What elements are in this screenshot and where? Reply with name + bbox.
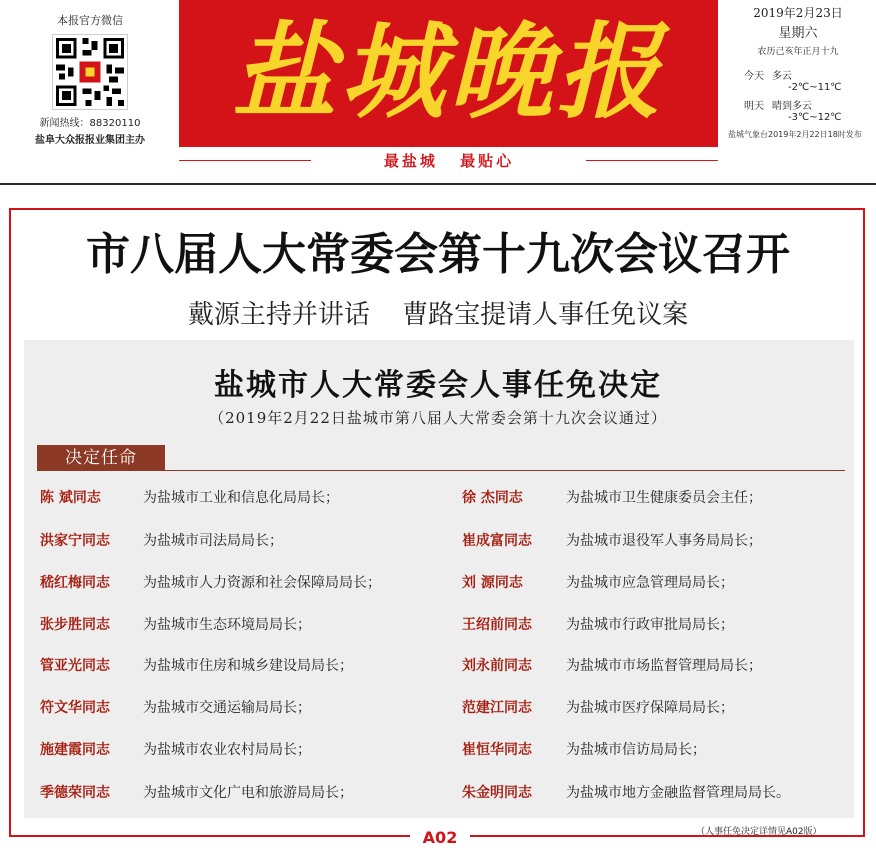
decision-note: （2019年2月22日盐城市第八届人大常委会第十九次会议通过） [209,409,667,427]
publisher: 盐阜大众报报业集团主办 [35,135,145,146]
qr-code-icon[interactable] [52,34,128,110]
decision-title: 盐城市人大常委会人事任免决定 [214,368,662,403]
masthead-left [10,12,170,146]
footnote: （人事任免决定详情见A02版） [696,827,822,837]
appointee-name: 张步胜同志 [40,617,110,633]
newspaper-title-banner [179,0,718,147]
newspaper-title: 盐城晚报 [232,10,665,133]
weather-day-label: 明天 [744,101,764,112]
appointee-name: 徐 杰同志 [462,490,523,506]
headline[interactable]: 市八届人大常委会第十九次会议召开 [86,229,790,280]
appointment-item [40,782,353,804]
appointee-name: 刘永前同志 [462,658,532,674]
appointee-post: 为盐城市住房和城乡建设局局长； [143,658,353,674]
forecast-source: 盐城气象台2019年2月22日18时发布 [728,130,862,139]
appointee-name: 嵇红梅同志 [40,575,110,591]
appointee-post: 为盐城市文化广电和旅游局局长； [143,785,353,801]
appointee-post: 为盐城市地方金融监督管理局局长。 [566,785,790,801]
appointee-name: 范建江同志 [462,700,532,716]
appointee-post: 为盐城市应急管理局局长； [566,575,734,591]
appointment-item [40,697,311,719]
slogan: 最盐城 最贴心 [383,152,515,170]
appointee-post: 为盐城市司法局局长； [143,533,283,549]
appointee-post: 为盐城市工业和信息化局局长； [143,490,339,506]
appointment-item [462,782,790,804]
appointee-name: 洪家宁同志 [40,533,110,549]
issue-date: 2019年2月23日 [753,6,843,20]
appointee-post: 为盐城市市场监督管理局局长； [566,658,762,674]
appointee-post: 为盐城市农业农村局局长； [143,742,311,758]
appointment-item [462,487,762,509]
appointee-post: 为盐城市生态环境局局长； [143,617,311,633]
weekday: 星期六 [778,26,818,41]
appointment-item [462,614,734,636]
masthead-divider [0,183,876,185]
weather-condition: 晴到多云 [772,101,812,112]
appointee-name: 刘 源同志 [462,575,523,591]
slogan-rule-right [586,160,718,161]
appointment-item [462,530,762,552]
appointee-name: 朱金明同志 [462,785,532,801]
appointee-post: 为盐城市医疗保障局局长； [566,700,734,716]
hotline: 新闻热线：88320110 [39,118,141,129]
weather-temp: -2℃~11℃ [788,82,842,93]
appointment-item [40,572,381,594]
appointee-name: 施建霞同志 [40,742,110,758]
weather-tomorrow [728,97,868,112]
appointee-name: 季德荣同志 [40,785,110,801]
appointee-post: 为盐城市退役军人事务局局长； [566,533,762,549]
appointment-item [40,614,311,636]
appointee-post: 为盐城市信访局局长； [566,742,706,758]
appointee-name: 崔成富同志 [462,533,532,549]
appointee-name: 王绍前同志 [462,617,532,633]
appointment-item [462,655,762,677]
masthead-right [728,4,868,140]
weather-day-label: 今天 [744,71,764,82]
appointment-item [462,739,706,761]
section-tag: 决定任命 [37,445,165,471]
weather-temp: -3℃~12℃ [788,112,842,123]
section-tag-rule [165,470,845,471]
appointment-item [40,487,339,509]
slogan-rule-left [179,160,311,161]
appointee-post: 为盐城市交通运输局局长； [143,700,311,716]
appointment-item [40,739,311,761]
appointee-post: 为盐城市行政审批局局长； [566,617,734,633]
wechat-label: 本报官方微信 [57,14,123,27]
lunar-date: 农历己亥年正月十九 [757,47,839,57]
appointment-item [40,530,283,552]
appointee-name: 崔恒华同志 [462,742,532,758]
subheadline: 戴源主持并讲话 曹路宝提请人事任免议案 [187,300,689,330]
page-reference[interactable]: A02 [410,828,470,850]
appointee-post: 为盐城市人力资源和社会保障局局长； [143,575,381,591]
appointee-name: 符文华同志 [40,700,110,716]
appointee-name: 管亚光同志 [40,658,110,674]
appointment-item [40,655,353,677]
weather-today [728,67,868,82]
appointee-name: 陈 斌同志 [40,490,101,506]
appointment-item [462,572,734,594]
appointment-item [462,697,734,719]
weather-condition: 多云 [772,71,792,82]
appointee-post: 为盐城市卫生健康委员会主任； [566,490,762,506]
